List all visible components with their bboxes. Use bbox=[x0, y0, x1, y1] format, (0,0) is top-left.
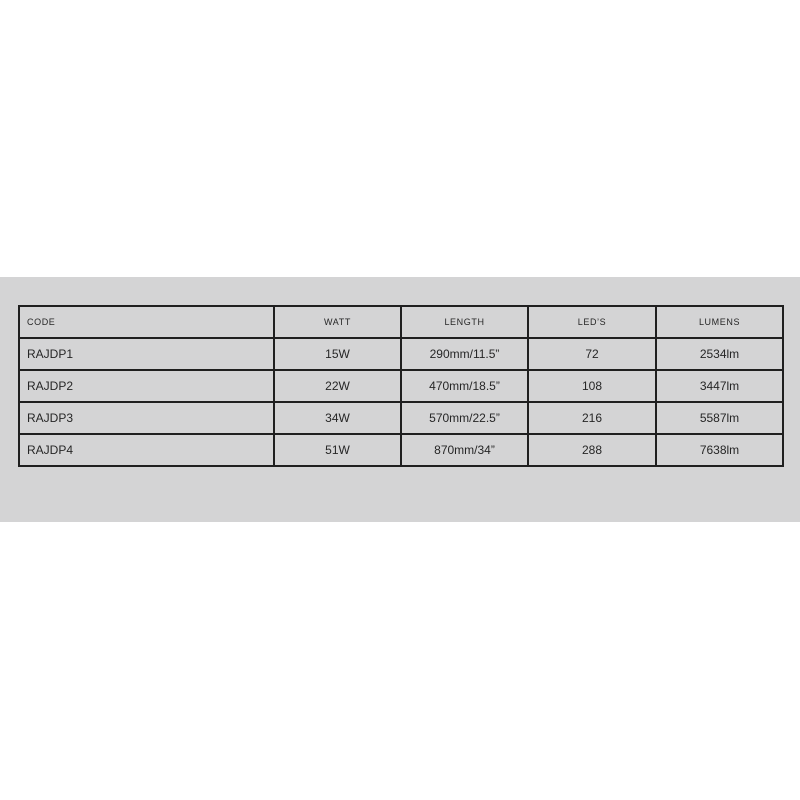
cell-code: RAJDP4 bbox=[19, 434, 274, 466]
header-code: CODE bbox=[19, 306, 274, 338]
cell-leds: 108 bbox=[528, 370, 656, 402]
cell-watt: 51W bbox=[274, 434, 401, 466]
cell-leds: 216 bbox=[528, 402, 656, 434]
table-row bbox=[19, 370, 783, 402]
cell-code: RAJDP2 bbox=[19, 370, 274, 402]
table-header-row bbox=[19, 306, 783, 338]
cell-lumens: 2534lm bbox=[656, 338, 783, 370]
header-length: LENGTH bbox=[401, 306, 528, 338]
cell-length: 570mm/22.5” bbox=[401, 402, 528, 434]
spec-table bbox=[18, 305, 784, 467]
cell-lumens: 7638lm bbox=[656, 434, 783, 466]
cell-leds: 288 bbox=[528, 434, 656, 466]
cell-lumens: 3447lm bbox=[656, 370, 783, 402]
table-row bbox=[19, 338, 783, 370]
header-leds: LED’S bbox=[528, 306, 656, 338]
cell-length: 870mm/34” bbox=[401, 434, 528, 466]
cell-code: RAJDP1 bbox=[19, 338, 274, 370]
cell-lumens: 5587lm bbox=[656, 402, 783, 434]
header-lumens: LUMENS bbox=[656, 306, 783, 338]
cell-length: 470mm/18.5” bbox=[401, 370, 528, 402]
cell-watt: 22W bbox=[274, 370, 401, 402]
cell-watt: 34W bbox=[274, 402, 401, 434]
header-watt: WATT bbox=[274, 306, 401, 338]
table-row bbox=[19, 434, 783, 466]
table-row bbox=[19, 402, 783, 434]
cell-code: RAJDP3 bbox=[19, 402, 274, 434]
cell-leds: 72 bbox=[528, 338, 656, 370]
cell-watt: 15W bbox=[274, 338, 401, 370]
cell-length: 290mm/11.5” bbox=[401, 338, 528, 370]
